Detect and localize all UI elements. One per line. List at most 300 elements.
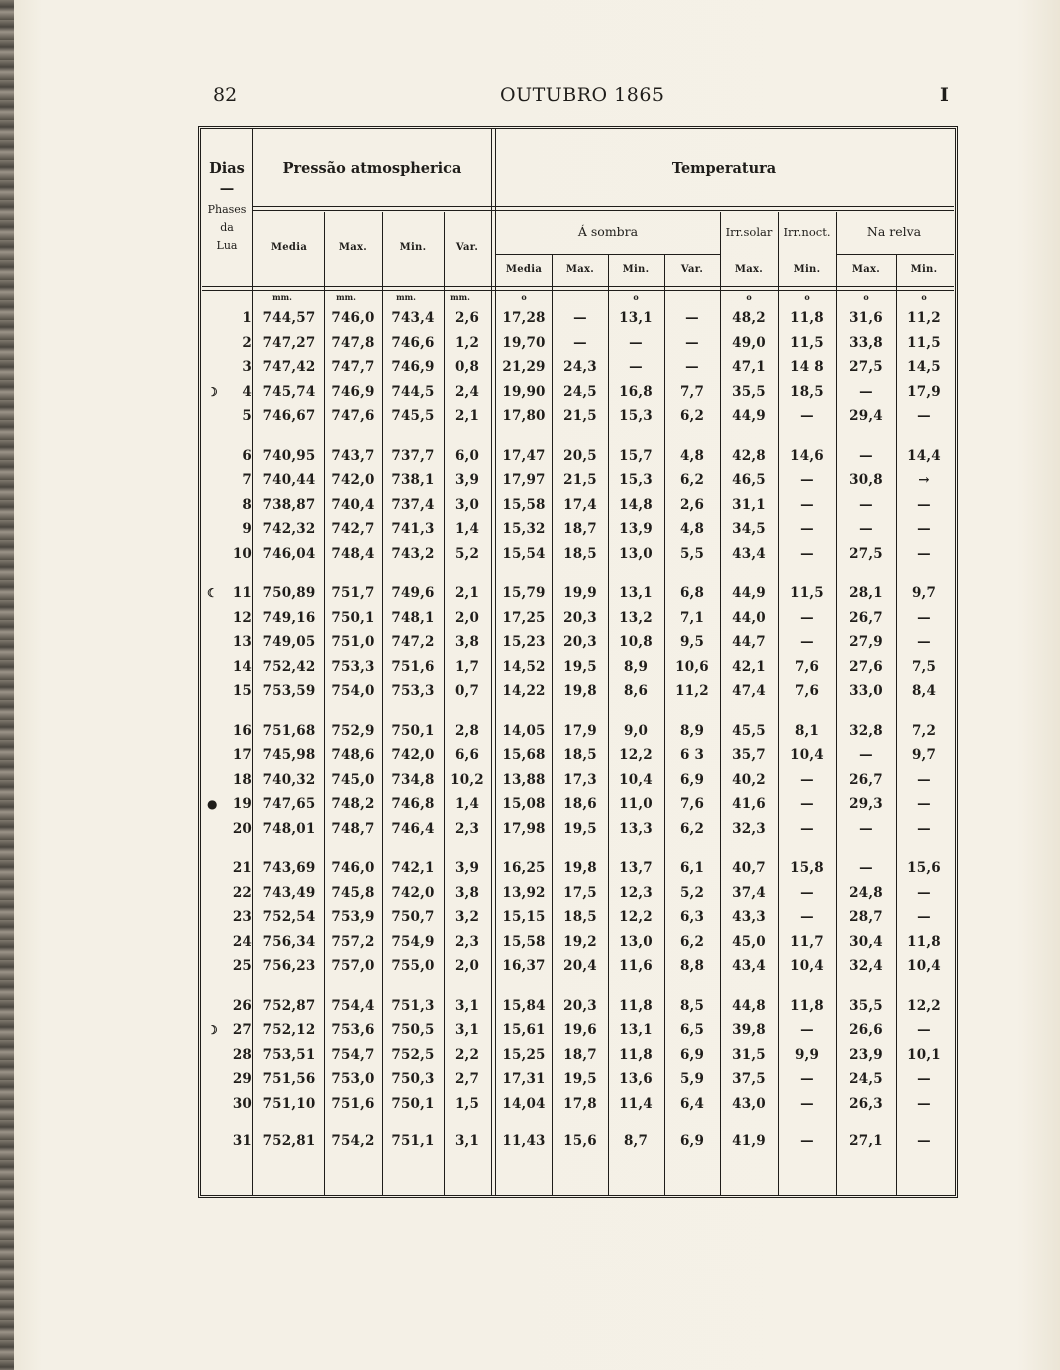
page-mark: I bbox=[940, 84, 949, 106]
table-cell-pressure-max: 748,7 bbox=[331, 820, 375, 837]
table-cell-day: 20 bbox=[232, 820, 252, 837]
table-cell-pressure-var: 2,0 bbox=[454, 609, 480, 626]
table-cell-pressure-min: 737,4 bbox=[391, 496, 435, 513]
table-cell-temp-min: 12,3 bbox=[619, 884, 653, 901]
table-cell-pressure-media: 752,12 bbox=[262, 1022, 316, 1039]
table-cell-temp-min: 12,2 bbox=[619, 909, 653, 926]
table-cell-temp-max: 18,6 bbox=[563, 796, 597, 813]
header-pressure: Pressão atmospherica bbox=[282, 160, 462, 177]
header-phases: Phases bbox=[207, 203, 247, 216]
table-cell-relva-max: 27,5 bbox=[849, 545, 883, 562]
table-cell-pressure-min: 751,1 bbox=[391, 1133, 435, 1149]
table-cell-temp-var: — bbox=[685, 359, 699, 376]
table-cell-pressure-max: 745,8 bbox=[331, 884, 375, 901]
table-cell-temp-max: 20,4 bbox=[563, 958, 597, 975]
table-cell-pressure-media: 752,81 bbox=[262, 1133, 316, 1149]
table-cell-pressure-min: 747,2 bbox=[391, 634, 435, 651]
table-cell-relva-max: 24,8 bbox=[849, 884, 883, 901]
table-cell-pressure-max: 751,6 bbox=[331, 1095, 375, 1112]
table-cell-pressure-var: 3,8 bbox=[454, 634, 480, 651]
table-cell-irr-noct-min: — bbox=[800, 1133, 814, 1149]
table-cell-irr-solar-max: 31,1 bbox=[732, 496, 766, 513]
table-cell-relva-min: 11,5 bbox=[907, 334, 941, 351]
header-irr-solar: Irr.solar bbox=[725, 225, 773, 239]
table-cell-temp-max: 21,5 bbox=[563, 408, 597, 425]
table-cell-relva-min: 7,2 bbox=[911, 722, 937, 739]
table-cell-irr-solar-max: 45,5 bbox=[732, 722, 766, 739]
table-cell-irr-solar-max: 48,2 bbox=[732, 310, 766, 326]
table-cell-relva-max: 27,6 bbox=[849, 658, 883, 675]
table-cell-pressure-var: 3,1 bbox=[454, 1133, 480, 1149]
table-cell-temp-var: 5,9 bbox=[679, 1071, 705, 1088]
table-cell-temp-min: 13,2 bbox=[619, 609, 653, 626]
table-cell-relva-max: 33,8 bbox=[849, 334, 883, 351]
table-cell-day: 25 bbox=[232, 958, 252, 975]
table-cell-relva-max: 24,5 bbox=[849, 1071, 883, 1088]
table-cell-day: 24 bbox=[232, 933, 252, 950]
table-cell-temp-max: — bbox=[573, 334, 587, 351]
table-cell-irr-noct-min: — bbox=[800, 496, 814, 513]
table-cell-relva-min: — bbox=[917, 1071, 931, 1088]
table-cell-relva-min: — bbox=[917, 1095, 931, 1112]
table-cell-temp-media: 17,98 bbox=[502, 820, 546, 837]
table-cell-irr-solar-max: 41,9 bbox=[732, 1133, 766, 1149]
table-cell-pressure-media: 753,59 bbox=[262, 683, 316, 700]
table-cell-relva-min: — bbox=[917, 909, 931, 926]
table-cell-relva-max: 29,3 bbox=[849, 796, 883, 813]
table-cell-pressure-min: 750,1 bbox=[391, 722, 435, 739]
table-cell-pressure-media: 744,57 bbox=[262, 310, 316, 326]
table-cell-irr-noct-min: 11,8 bbox=[790, 310, 824, 326]
table-cell-relva-max: 26,6 bbox=[849, 1022, 883, 1039]
table-cell-pressure-min: 746,4 bbox=[391, 820, 435, 837]
table-cell-pressure-var: 3,9 bbox=[454, 860, 480, 876]
table-cell-pressure-max: 748,2 bbox=[331, 796, 375, 813]
table-cell-relva-min: 10,1 bbox=[907, 1046, 941, 1063]
header-temp-max: Max. bbox=[565, 264, 595, 275]
moon-phase-icon: ● bbox=[207, 797, 218, 812]
table-cell-irr-noct-min: — bbox=[800, 796, 814, 813]
running-header bbox=[0, 84, 1060, 110]
table-cell-temp-min: 15,3 bbox=[619, 408, 653, 425]
table-cell-pressure-max: 747,6 bbox=[331, 408, 375, 425]
table-cell-pressure-var: 3,2 bbox=[454, 909, 480, 926]
table-cell-temp-min: 15,7 bbox=[619, 447, 653, 464]
table-cell-pressure-min: 751,6 bbox=[391, 658, 435, 675]
table-cell-relva-min: 9,7 bbox=[911, 747, 937, 764]
table-cell-pressure-max: 753,6 bbox=[331, 1022, 375, 1039]
table-cell-relva-max: 32,8 bbox=[849, 722, 883, 739]
table-cell-temp-min: 12,2 bbox=[619, 747, 653, 764]
table-cell-temp-media: 17,25 bbox=[502, 609, 546, 626]
table-cell-temp-min: 13,3 bbox=[619, 820, 653, 837]
table-cell-pressure-max: 750,1 bbox=[331, 609, 375, 626]
table-cell-temp-var: 6,5 bbox=[679, 1022, 705, 1039]
table-cell-temp-min: 13,9 bbox=[619, 521, 653, 538]
table-cell-temp-max: 17,3 bbox=[563, 771, 597, 788]
table-cell-temp-media: 15,79 bbox=[502, 585, 546, 601]
table-cell-pressure-min: 750,3 bbox=[391, 1071, 435, 1088]
table-cell-day: 11 bbox=[232, 585, 252, 601]
table-cell-irr-noct-min: — bbox=[800, 884, 814, 901]
table-cell-irr-noct-min: 11,5 bbox=[790, 334, 824, 351]
moon-phase-icon: ☽ bbox=[207, 1023, 218, 1038]
table-cell-pressure-max: 747,7 bbox=[331, 359, 375, 376]
table-cell-pressure-max: 753,9 bbox=[331, 909, 375, 926]
table-cell-pressure-media: 740,44 bbox=[262, 472, 316, 489]
table-cell-temp-var: 10,6 bbox=[675, 658, 709, 675]
table-cell-relva-min: — bbox=[917, 1133, 931, 1149]
table-cell-irr-noct-min: 14 8 bbox=[790, 359, 824, 376]
table-cell-day: 2 bbox=[242, 334, 252, 351]
table-cell-day: 22 bbox=[232, 884, 252, 901]
table-cell-temp-media: 15,15 bbox=[502, 909, 546, 926]
table-cell-pressure-min: 737,7 bbox=[391, 447, 435, 464]
table-cell-temp-var: 2,6 bbox=[679, 496, 705, 513]
table-cell-pressure-max: 753,3 bbox=[331, 658, 375, 675]
table-cell-irr-noct-min: 11,8 bbox=[790, 997, 824, 1014]
table-cell-temp-max: 19,8 bbox=[563, 860, 597, 876]
table-cell-temp-var: 6,2 bbox=[679, 820, 705, 837]
table-cell-temp-max: 19,2 bbox=[563, 933, 597, 950]
table-cell-pressure-min: 742,1 bbox=[391, 860, 435, 876]
table-cell-pressure-max: 754,2 bbox=[331, 1133, 375, 1149]
table-cell-relva-min: 15,6 bbox=[907, 860, 941, 876]
table-cell-temp-max: 15,6 bbox=[563, 1133, 597, 1149]
table-cell-temp-var: 6,1 bbox=[679, 860, 705, 876]
unit-degree: o bbox=[633, 292, 639, 302]
table-cell-irr-solar-max: 44,7 bbox=[732, 634, 766, 651]
table-cell-irr-solar-max: 44,9 bbox=[732, 408, 766, 425]
table-cell-pressure-min: 748,1 bbox=[391, 609, 435, 626]
table-cell-temp-var: — bbox=[685, 310, 699, 326]
table-cell-irr-solar-max: 32,3 bbox=[732, 820, 766, 837]
table-cell-irr-noct-min: — bbox=[800, 634, 814, 651]
table-cell-pressure-media: 756,23 bbox=[262, 958, 316, 975]
table-cell-relva-max: 30,8 bbox=[849, 472, 883, 489]
table-cell-pressure-min: 743,4 bbox=[391, 310, 435, 326]
header-dash: — bbox=[219, 180, 235, 197]
table-cell-pressure-var: 5,2 bbox=[454, 545, 480, 562]
table-cell-relva-min: 9,7 bbox=[911, 585, 937, 601]
table-cell-temp-min: 13,1 bbox=[619, 1022, 653, 1039]
table-cell-pressure-min: 738,1 bbox=[391, 472, 435, 489]
table-cell-irr-noct-min: — bbox=[800, 1022, 814, 1039]
table-cell-temp-min: 8,6 bbox=[623, 683, 649, 700]
unit-degree: o bbox=[746, 292, 752, 302]
table-cell-day: 26 bbox=[232, 997, 252, 1014]
table-cell-relva-max: 26,7 bbox=[849, 609, 883, 626]
table-cell-day: 8 bbox=[242, 496, 252, 513]
table-cell-relva-min: — bbox=[917, 496, 931, 513]
table-cell-temp-media: 15,58 bbox=[502, 933, 546, 950]
table-cell-pressure-media: 750,89 bbox=[262, 585, 316, 601]
table-cell-temp-media: 21,29 bbox=[502, 359, 546, 376]
table-cell-day: 18 bbox=[232, 771, 252, 788]
table-cell-relva-min: — bbox=[917, 609, 931, 626]
header-relva-max: Max. bbox=[851, 264, 881, 275]
table-cell-temp-media: 14,52 bbox=[502, 658, 546, 675]
table-cell-temp-media: 14,05 bbox=[502, 722, 546, 739]
table-cell-temp-max: 21,5 bbox=[563, 472, 597, 489]
table-cell-irr-solar-max: 35,7 bbox=[732, 747, 766, 764]
table-cell-day: 19 bbox=[232, 796, 252, 813]
unit-mm: mm. bbox=[450, 292, 470, 302]
table-cell-temp-media: 16,37 bbox=[502, 958, 546, 975]
table-cell-pressure-min: 745,5 bbox=[391, 408, 435, 425]
table-cell-pressure-max: 752,9 bbox=[331, 722, 375, 739]
table-cell-irr-noct-min: — bbox=[800, 472, 814, 489]
table-cell-relva-max: 28,7 bbox=[849, 909, 883, 926]
table-cell-relva-min: 14,5 bbox=[907, 359, 941, 376]
table-cell-relva-min: 17,9 bbox=[907, 383, 941, 400]
table-cell-irr-noct-min: — bbox=[800, 408, 814, 425]
unit-mm: mm. bbox=[272, 292, 292, 302]
table-cell-temp-max: 18,5 bbox=[563, 747, 597, 764]
header-na-relva: Na relva bbox=[866, 224, 922, 239]
table-cell-relva-min: — bbox=[917, 1022, 931, 1039]
table-cell-pressure-var: 0,8 bbox=[454, 359, 480, 376]
table-cell-relva-min: — bbox=[917, 771, 931, 788]
table-cell-relva-max: 32,4 bbox=[849, 958, 883, 975]
table-cell-temp-media: 14,04 bbox=[502, 1095, 546, 1112]
table-cell-temp-min: 13,0 bbox=[619, 933, 653, 950]
table-cell-pressure-min: 742,0 bbox=[391, 747, 435, 764]
table-cell-irr-noct-min: — bbox=[800, 609, 814, 626]
table-cell-pressure-var: 2,2 bbox=[454, 1046, 480, 1063]
table-cell-temp-max: 24,5 bbox=[563, 383, 597, 400]
table-cell-day: 3 bbox=[242, 359, 252, 376]
table-cell-day: 9 bbox=[242, 521, 252, 538]
table-cell-temp-media: 17,28 bbox=[502, 310, 546, 326]
table-cell-temp-var: 4,8 bbox=[679, 447, 705, 464]
table-cell-temp-media: 15,61 bbox=[502, 1022, 546, 1039]
table-cell-temp-var: 6 3 bbox=[679, 747, 705, 764]
table-cell-temp-max: 18,5 bbox=[563, 909, 597, 926]
table-cell-irr-solar-max: 43,4 bbox=[732, 958, 766, 975]
table-cell-pressure-media: 749,16 bbox=[262, 609, 316, 626]
table-cell-relva-max: 28,1 bbox=[849, 585, 883, 601]
table-cell-temp-min: 9,0 bbox=[623, 722, 649, 739]
unit-degree: o bbox=[863, 292, 869, 302]
table-cell-pressure-min: 755,0 bbox=[391, 958, 435, 975]
table-cell-relva-max: 26,3 bbox=[849, 1095, 883, 1112]
table-cell-irr-noct-min: — bbox=[800, 771, 814, 788]
table-cell-irr-noct-min: 8,1 bbox=[794, 722, 820, 739]
table-cell-temp-max: 17,9 bbox=[563, 722, 597, 739]
table-cell-pressure-min: 744,5 bbox=[391, 383, 435, 400]
rule-header-bottom bbox=[202, 286, 954, 291]
table-cell-day: 15 bbox=[232, 683, 252, 700]
table-cell-temp-min: 10,8 bbox=[619, 634, 653, 651]
table-cell-temp-media: 17,47 bbox=[502, 447, 546, 464]
table-cell-day: 23 bbox=[232, 909, 252, 926]
table-cell-irr-solar-max: 41,6 bbox=[732, 796, 766, 813]
table-cell-relva-max: — bbox=[859, 820, 873, 837]
table-cell-relva-max: 30,4 bbox=[849, 933, 883, 950]
moon-phase-icon: ☽ bbox=[207, 384, 218, 399]
table-cell-irr-solar-max: 43,3 bbox=[732, 909, 766, 926]
table-cell-temp-var: 6,2 bbox=[679, 933, 705, 950]
table-cell-relva-min: 14,4 bbox=[907, 447, 941, 464]
table-cell-day: 13 bbox=[232, 634, 252, 651]
header-pressure-max: Max. bbox=[338, 242, 368, 253]
table-cell-irr-solar-max: 47,1 bbox=[732, 359, 766, 376]
table-cell-pressure-min: 741,3 bbox=[391, 521, 435, 538]
table-cell-pressure-min: 750,5 bbox=[391, 1022, 435, 1039]
table-cell-temp-max: 24,3 bbox=[563, 359, 597, 376]
table-cell-pressure-var: 6,6 bbox=[454, 747, 480, 764]
table-cell-irr-noct-min: 9,9 bbox=[794, 1046, 820, 1063]
table-cell-day: 12 bbox=[232, 609, 252, 626]
table-cell-temp-min: 13,6 bbox=[619, 1071, 653, 1088]
table-cell-irr-noct-min: 10,4 bbox=[790, 747, 824, 764]
table-cell-irr-solar-max: 45,0 bbox=[732, 933, 766, 950]
table-cell-pressure-var: 3,0 bbox=[454, 496, 480, 513]
table-cell-relva-min: — bbox=[917, 545, 931, 562]
table-cell-temp-max: 19,5 bbox=[563, 1071, 597, 1088]
unit-mm: mm. bbox=[396, 292, 416, 302]
table-cell-temp-var: 5,2 bbox=[679, 884, 705, 901]
table-cell-temp-var: 11,2 bbox=[675, 683, 709, 700]
table-cell-pressure-media: 742,32 bbox=[262, 521, 316, 538]
table-cell-pressure-var: 10,2 bbox=[450, 771, 484, 788]
table-cell-pressure-min: 749,6 bbox=[391, 585, 435, 601]
table-cell-relva-max: — bbox=[859, 447, 873, 464]
table-cell-irr-noct-min: 15,8 bbox=[790, 860, 824, 876]
table-cell-temp-min: 8,7 bbox=[623, 1133, 649, 1149]
table-cell-relva-max: 33,0 bbox=[849, 683, 883, 700]
table-cell-temp-min: 11,8 bbox=[619, 1046, 653, 1063]
table-cell-irr-noct-min: — bbox=[800, 521, 814, 538]
table-cell-temp-media: 15,32 bbox=[502, 521, 546, 538]
unit-degree: o bbox=[804, 292, 810, 302]
table-cell-pressure-var: 2,4 bbox=[454, 383, 480, 400]
table-cell-pressure-var: 2,1 bbox=[454, 585, 480, 601]
table-cell-pressure-var: 3,1 bbox=[454, 997, 480, 1014]
header-temp-var: Var. bbox=[680, 264, 704, 275]
table-cell-irr-noct-min: 11,5 bbox=[790, 585, 824, 601]
table-cell-pressure-max: 748,4 bbox=[331, 545, 375, 562]
table-cell-pressure-var: 1,7 bbox=[454, 658, 480, 675]
table-cell-temp-media: 19,70 bbox=[502, 334, 546, 351]
table-cell-irr-solar-max: 47,4 bbox=[732, 683, 766, 700]
table-cell-pressure-min: 734,8 bbox=[391, 771, 435, 788]
table-cell-irr-solar-max: 43,4 bbox=[732, 545, 766, 562]
table-cell-pressure-max: 754,0 bbox=[331, 683, 375, 700]
table-cell-temp-media: 17,31 bbox=[502, 1071, 546, 1088]
table-cell-temp-media: 17,80 bbox=[502, 408, 546, 425]
table-cell-temp-min: 10,4 bbox=[619, 771, 653, 788]
header-relva-min: Min. bbox=[910, 264, 938, 275]
table-cell-relva-min: — bbox=[917, 820, 931, 837]
table-cell-temp-max: — bbox=[573, 310, 587, 326]
page-number: 82 bbox=[213, 84, 238, 106]
header-irr-noct-min: Min. bbox=[793, 264, 821, 275]
table-cell-day: 31 bbox=[232, 1133, 252, 1149]
table-cell-temp-var: 6,3 bbox=[679, 909, 705, 926]
table-cell-temp-max: 20,3 bbox=[563, 609, 597, 626]
table-cell-pressure-max: 747,8 bbox=[331, 334, 375, 351]
table-cell-irr-solar-max: 40,2 bbox=[732, 771, 766, 788]
table-cell-pressure-media: 752,42 bbox=[262, 658, 316, 675]
table-cell-temp-media: 15,68 bbox=[502, 747, 546, 764]
table-cell-temp-var: 7,1 bbox=[679, 609, 705, 626]
table-cell-temp-media: 15,08 bbox=[502, 796, 546, 813]
table-cell-pressure-media: 740,95 bbox=[262, 447, 316, 464]
table-cell-irr-solar-max: 42,1 bbox=[732, 658, 766, 675]
table-cell-irr-solar-max: 39,8 bbox=[732, 1022, 766, 1039]
table-cell-relva-min: 8,4 bbox=[911, 683, 937, 700]
table-cell-pressure-media: 738,87 bbox=[262, 496, 316, 513]
table-cell-pressure-media: 748,01 bbox=[262, 820, 316, 837]
table-cell-temp-media: 15,84 bbox=[502, 997, 546, 1014]
table-cell-pressure-var: 2,3 bbox=[454, 933, 480, 950]
rule-relva-sub bbox=[836, 254, 954, 255]
table-cell-pressure-max: 753,0 bbox=[331, 1071, 375, 1088]
table-cell-relva-min: — bbox=[917, 634, 931, 651]
table-cell-irr-noct-min: 14,6 bbox=[790, 447, 824, 464]
table-cell-temp-min: — bbox=[629, 334, 643, 351]
table-cell-relva-max: 26,7 bbox=[849, 771, 883, 788]
table-cell-relva-max: 29,4 bbox=[849, 408, 883, 425]
table-cell-temp-max: 20,3 bbox=[563, 997, 597, 1014]
table-cell-temp-min: 13,7 bbox=[619, 860, 653, 876]
table-cell-temp-media: 15,25 bbox=[502, 1046, 546, 1063]
table-cell-relva-min: 11,2 bbox=[907, 310, 941, 326]
table-cell-day: 5 bbox=[242, 408, 252, 425]
header-irr-solar-max: Max. bbox=[734, 264, 764, 275]
table-cell-irr-noct-min: — bbox=[800, 545, 814, 562]
table-cell-temp-var: 6,2 bbox=[679, 472, 705, 489]
table-cell-temp-max: 20,5 bbox=[563, 447, 597, 464]
table-cell-relva-max: — bbox=[859, 860, 873, 876]
table-cell-temp-var: 7,6 bbox=[679, 796, 705, 813]
table-cell-irr-solar-max: 46,5 bbox=[732, 472, 766, 489]
table-cell-irr-noct-min: 7,6 bbox=[794, 658, 820, 675]
page-title: OUTUBRO 1865 bbox=[500, 84, 665, 106]
table-cell-day: 28 bbox=[232, 1046, 252, 1063]
table-cell-temp-media: 13,92 bbox=[502, 884, 546, 901]
table-cell-temp-min: 11,6 bbox=[619, 958, 653, 975]
table-cell-temp-min: 13,1 bbox=[619, 585, 653, 601]
table-cell-pressure-media: 747,27 bbox=[262, 334, 316, 351]
table-cell-temp-var: 8,8 bbox=[679, 958, 705, 975]
table-cell-relva-max: 31,6 bbox=[849, 310, 883, 326]
table-cell-irr-solar-max: 35,5 bbox=[732, 383, 766, 400]
table-cell-temp-media: 16,25 bbox=[502, 860, 546, 876]
unit-degree: o bbox=[521, 292, 527, 302]
table-cell-temp-max: 18,7 bbox=[563, 1046, 597, 1063]
header-irr-noct: Irr.noct. bbox=[783, 225, 831, 239]
table-cell-pressure-max: 740,4 bbox=[331, 496, 375, 513]
table-cell-temp-min: 13,0 bbox=[619, 545, 653, 562]
table-cell-pressure-var: 3,1 bbox=[454, 1022, 480, 1039]
table-cell-relva-min: 10,4 bbox=[907, 958, 941, 975]
table-cell-irr-solar-max: 42,8 bbox=[732, 447, 766, 464]
table-cell-temp-media: 14,22 bbox=[502, 683, 546, 700]
table-cell-pressure-var: 1,5 bbox=[454, 1095, 480, 1112]
table-cell-pressure-var: 3,8 bbox=[454, 884, 480, 901]
table-cell-temp-min: 8,9 bbox=[623, 658, 649, 675]
table-cell-temp-media: 15,58 bbox=[502, 496, 546, 513]
table-cell-irr-solar-max: 44,9 bbox=[732, 585, 766, 601]
table-cell-temp-min: 14,8 bbox=[619, 496, 653, 513]
table-cell-day: 21 bbox=[232, 860, 252, 876]
table-cell-pressure-media: 745,74 bbox=[262, 383, 316, 400]
table-cell-irr-noct-min: — bbox=[800, 820, 814, 837]
table-cell-relva-max: — bbox=[859, 496, 873, 513]
